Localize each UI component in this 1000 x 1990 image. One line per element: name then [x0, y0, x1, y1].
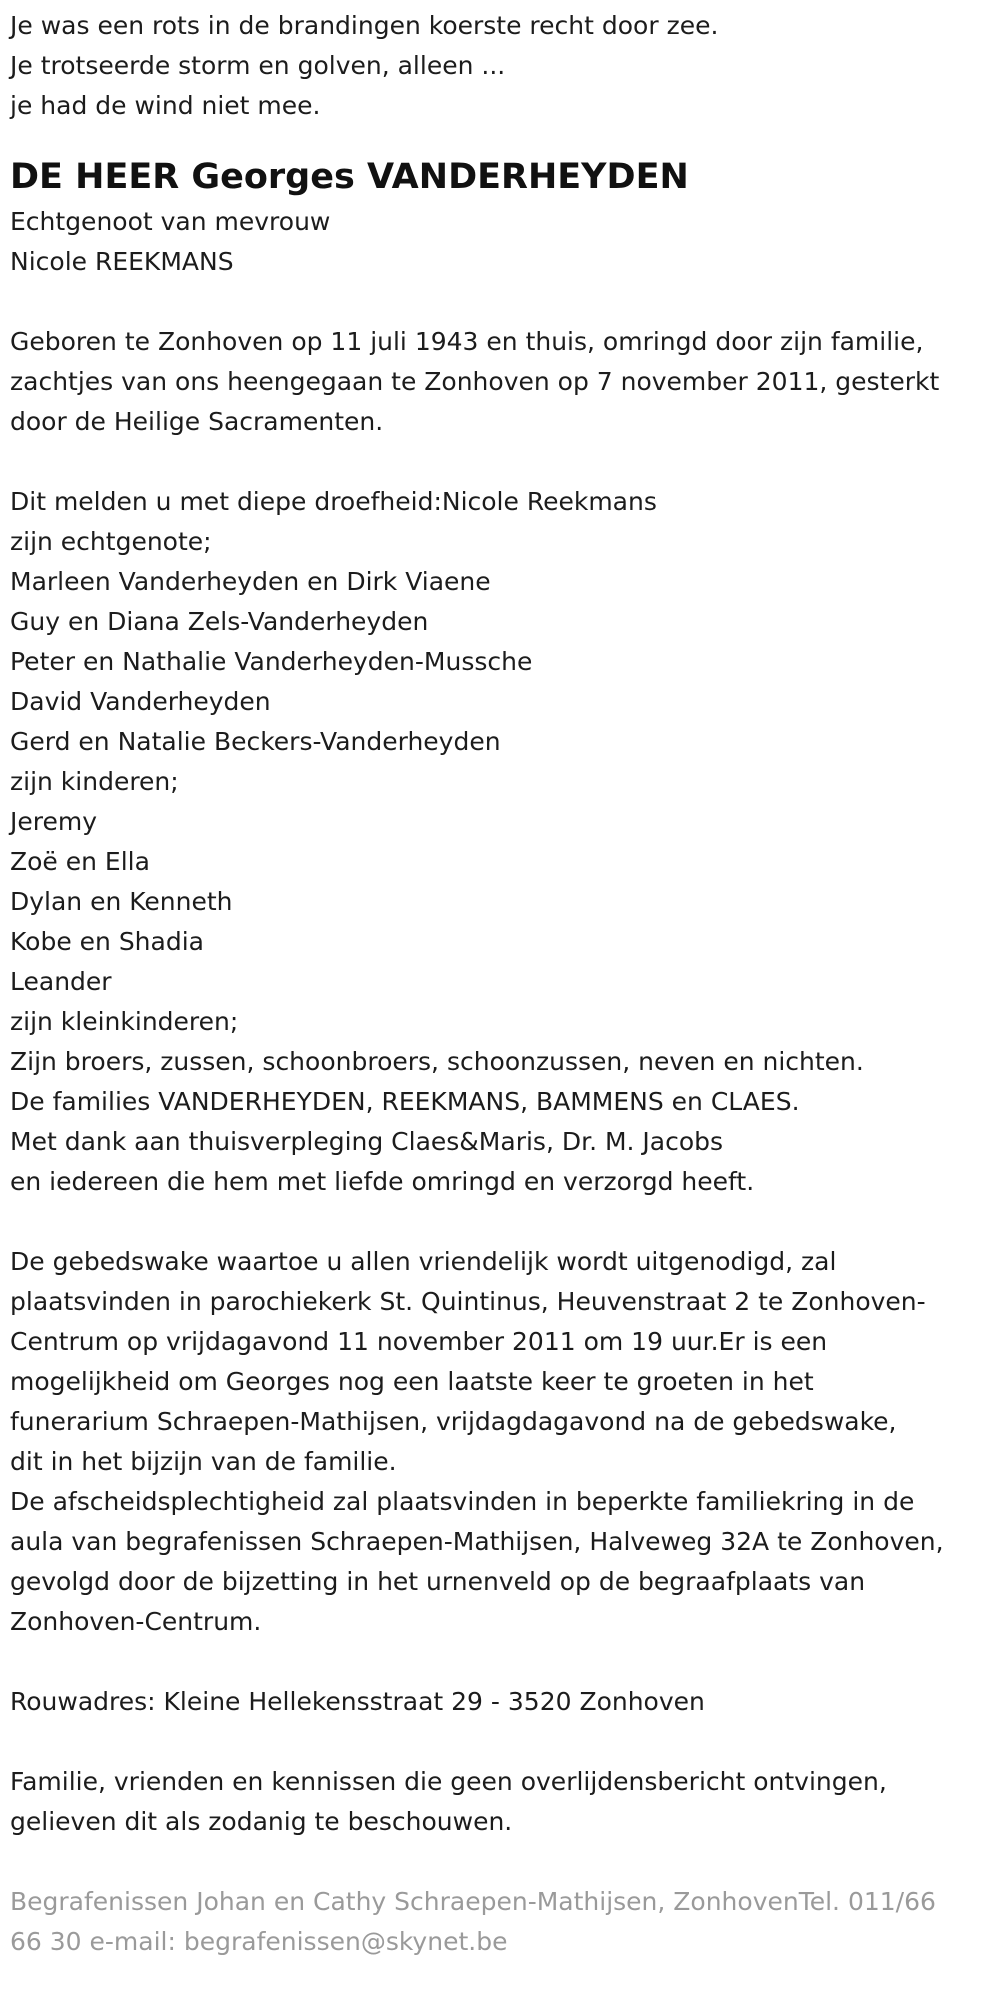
funeral-home-footer: [10, 1882, 990, 1962]
announcement-line: Guy en Diana Zels-Vanderheyden: [10, 607, 429, 636]
closing-note: [10, 1762, 990, 1842]
spouse-line: Nicole REEKMANS: [10, 247, 234, 276]
announcement-line: zijn echtgenote;: [10, 527, 212, 556]
announcement-line: Zijn broers, zussen, schoonbroers, schoonzussen, neven en nichten.: [10, 1047, 864, 1076]
announcement-line: zijn kleinkinderen;: [10, 1007, 239, 1036]
announcement-line: Met dank aan thuisverpleging Claes&Maris, Dr. M. Jacobs: [10, 1127, 724, 1156]
announcement-line: De families VANDERHEYDEN, REEKMANS, BAMMENS en CLAES.: [10, 1087, 800, 1116]
footer-line: 66 30 e-mail: begrafenissen@skynet.be: [10, 1927, 508, 1956]
ceremony-details: [10, 1242, 990, 1642]
family-announcement: [10, 482, 990, 1202]
announcement-line: Marleen Vanderheyden en Dirk Viaene: [10, 567, 491, 596]
announcement-line: Dylan en Kenneth: [10, 887, 233, 916]
ceremony-line: gevolgd door de bijzetting in het urnenveld op de begraafplaats van: [10, 1567, 866, 1596]
ceremony-line: Zonhoven-Centrum.: [10, 1607, 262, 1636]
ceremony-line: Centrum op vrijdagavond 11 november 2011 om 19 uur.Er is een: [10, 1327, 828, 1356]
announcement-line: Dit melden u met diepe droefheid:Nicole Reekmans: [10, 487, 657, 516]
poem: [10, 6, 990, 126]
announcement-line: Zoë en Ella: [10, 847, 150, 876]
announcement-line: zijn kinderen;: [10, 767, 179, 796]
spouse-info: [10, 202, 990, 282]
mourning-address: Rouwadres: Kleine Hellekensstraat 29 - 3520 Zonhoven: [10, 1687, 705, 1716]
announcement-line: Kobe en Shadia: [10, 927, 204, 956]
announcement-line: Gerd en Natalie Beckers-Vanderheyden: [10, 727, 501, 756]
footer-line: Begrafenissen Johan en Cathy Schraepen-Mathijsen, ZonhovenTel. 011/66: [10, 1887, 936, 1916]
poem-line: je had de wind niet mee.: [10, 91, 321, 120]
ceremony-line: plaatsvinden in parochiekerk St. Quintinus, Heuvenstraat 2 te Zonhoven-: [10, 1287, 926, 1316]
ceremony-line: dit in het bijzijn van de familie.: [10, 1447, 397, 1476]
ceremony-line: aula van begrafenissen Schraepen-Mathijsen, Halveweg 32A te Zonhoven,: [10, 1527, 944, 1556]
paragraph-line: door de Heilige Sacramenten.: [10, 407, 384, 436]
ceremony-line: De afscheidsplechtigheid zal plaatsvinden in beperkte familiekring in de: [10, 1487, 915, 1516]
deceased-name: DE HEER Georges VANDERHEYDEN: [10, 157, 689, 197]
announcement-line: David Vanderheyden: [10, 687, 271, 716]
announcement-line: Leander: [10, 967, 112, 996]
announcement-line: Jeremy: [10, 807, 98, 836]
closing-line: Familie, vrienden en kennissen die geen overlijdensbericht ontvingen,: [10, 1767, 887, 1796]
birth-death-paragraph: [10, 322, 990, 442]
paragraph-line: Geboren te Zonhoven op 11 juli 1943 en thuis, omringd door zijn familie,: [10, 327, 924, 356]
ceremony-line: De gebedswake waartoe u allen vriendelijk wordt uitgenodigd, zal: [10, 1247, 837, 1276]
announcement-line: en iedereen die hem met liefde omringd en verzorgd heeft.: [10, 1167, 755, 1196]
announcement-line: Peter en Nathalie Vanderheyden-Mussche: [10, 647, 533, 676]
spouse-line: Echtgenoot van mevrouw: [10, 207, 331, 236]
poem-line: Je trotseerde storm en golven, alleen ...: [10, 51, 506, 80]
poem-line: Je was een rots in de brandingen koerste recht door zee.: [10, 11, 719, 40]
ceremony-line: funerarium Schraepen-Mathijsen, vrijdagdagavond na de gebedswake,: [10, 1407, 897, 1436]
ceremony-line: mogelijkheid om Georges nog een laatste keer te groeten in het: [10, 1367, 814, 1396]
paragraph-line: zachtjes van ons heengegaan te Zonhoven op 7 november 2011, gesterkt: [10, 367, 940, 396]
closing-line: gelieven dit als zodanig te beschouwen.: [10, 1807, 513, 1836]
